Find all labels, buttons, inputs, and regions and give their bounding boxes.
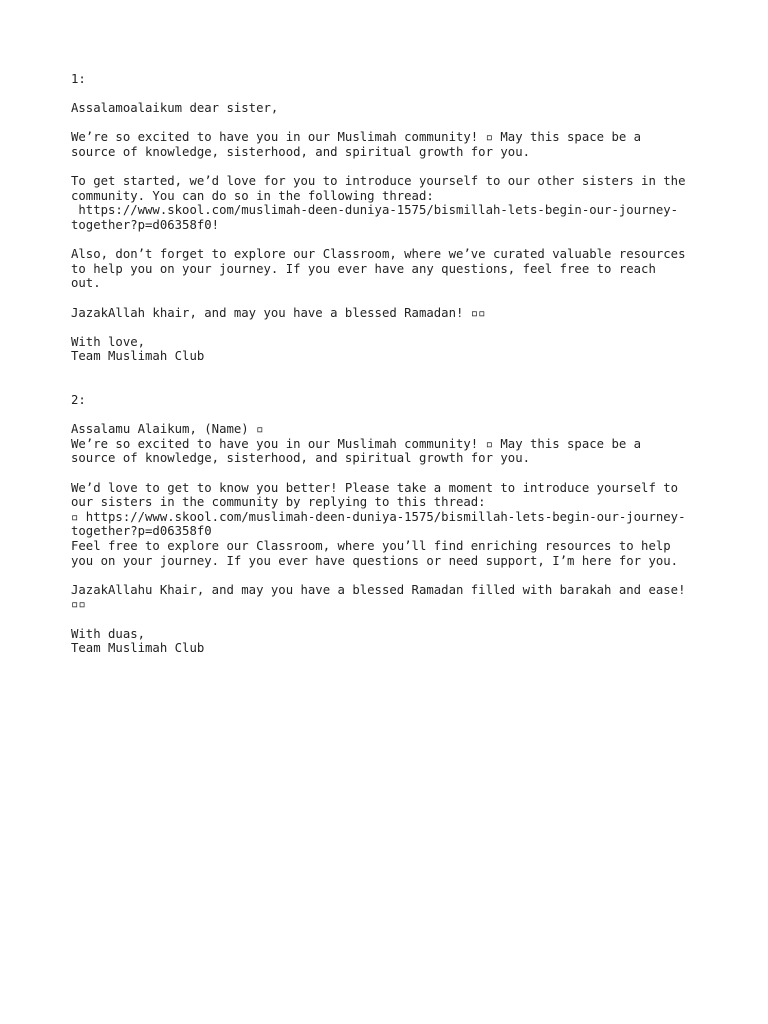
closing-line: ▫▫	[71, 597, 86, 612]
message-1	[71, 72, 711, 364]
greeting: Assalamu Alaikum, (Name) ▫	[71, 422, 264, 437]
message-2	[71, 393, 711, 656]
classroom-line: Also, don’t forget to explore our Classroom, where we’ve curated valuable resources	[71, 247, 686, 262]
message-number: 1:	[71, 72, 86, 86]
classroom-line: to help you on your journey. If you ever have any questions, feel free to reach	[71, 261, 656, 276]
classroom-line: out.	[71, 276, 101, 291]
signoff: With duas,	[71, 626, 146, 641]
closing-line: JazakAllah khair, and may you have a blessed Ramadan! ▫▫	[71, 305, 486, 320]
team-signature: Team Muslimah Club	[71, 349, 205, 364]
know-line: our sisters in the community by replying to this thread:	[71, 495, 486, 510]
greeting: Assalamoalaikum dear sister,	[71, 101, 279, 116]
team-signature: Team Muslimah Club	[71, 641, 205, 656]
message-number: 2:	[71, 393, 86, 408]
start-line: community. You can do so in the following thread:	[71, 188, 434, 203]
thread-link: https://www.skool.com/muslimah-deen-duniya-1575/bismillah-lets-begin-our-journey-	[71, 203, 679, 218]
intro-line: We’re so excited to have you in our Muslimah community! ▫ May this space be a	[71, 130, 642, 145]
classroom-line: Feel free to explore our Classroom, where you’ll find enriching resources to help	[71, 539, 671, 553]
start-line: To get started, we’d love for you to introduce yourself to our other sisters in the	[71, 174, 686, 189]
thread-link: together?p=d06358f0	[71, 524, 212, 539]
thread-link: together?p=d06358f0!	[71, 217, 220, 232]
know-line: We’d love to get to know you better! Please take a moment to introduce yourself to	[71, 480, 679, 495]
intro-line: source of knowledge, sisterhood, and spiritual growth for you.	[71, 451, 531, 466]
classroom-line: you on your journey. If you ever have questions or need support, I’m here for you.	[71, 553, 679, 568]
intro-line: We’re so excited to have you in our Muslimah community! ▫ May this space be a	[71, 436, 642, 451]
thread-link: ▫ https://www.skool.com/muslimah-deen-duniya-1575/bismillah-lets-begin-our-journey-	[71, 509, 686, 524]
intro-line: source of knowledge, sisterhood, and spiritual growth for you.	[71, 144, 531, 159]
signoff: With love,	[71, 334, 146, 349]
closing-line: JazakAllahu Khair, and may you have a blessed Ramadan filled with barakah and ease!	[71, 582, 686, 597]
document-page	[71, 72, 711, 656]
